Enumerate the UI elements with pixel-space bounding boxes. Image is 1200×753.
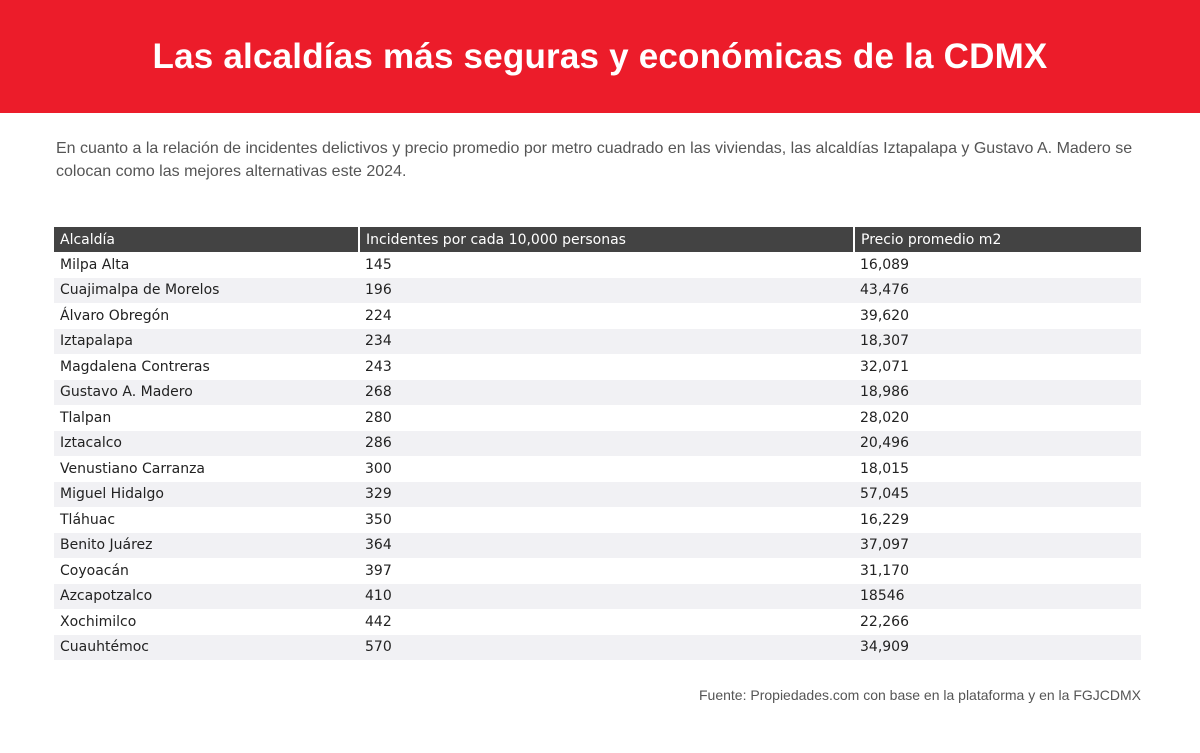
cell-precio: 43,476 [854, 278, 1141, 304]
cell-precio: 16,229 [854, 507, 1141, 533]
cell-incidentes: 280 [359, 405, 854, 431]
source-note: Fuente: Propiedades.com con base en la plataforma y en la FGJCDMX [699, 687, 1141, 703]
cell-incidentes: 364 [359, 533, 854, 559]
cell-alcaldia: Azcapotzalco [54, 584, 359, 610]
table-row [54, 482, 1141, 508]
intro-text: En cuanto a la relación de incidentes delictivos y precio promedio por metro cuadrado en las viviendas, las alcaldías Iztapalapa y Gustavo A. Madero se colocan como las mejores alternativas este 2024. [56, 140, 1133, 180]
cell-incidentes: 145 [359, 252, 854, 278]
cell-alcaldia: Iztapalapa [54, 329, 359, 355]
cell-precio: 22,266 [854, 609, 1141, 635]
title-banner [0, 0, 1200, 113]
table-body [54, 252, 1141, 660]
cell-precio: 37,097 [854, 533, 1141, 559]
cell-precio: 34,909 [854, 635, 1141, 661]
cell-alcaldia: Tlalpan [54, 405, 359, 431]
cell-incidentes: 397 [359, 558, 854, 584]
table-row [54, 354, 1141, 380]
table-row [54, 278, 1141, 304]
cell-incidentes: 268 [359, 380, 854, 406]
cell-incidentes: 300 [359, 456, 854, 482]
cell-alcaldia: Coyoacán [54, 558, 359, 584]
cell-incidentes: 286 [359, 431, 854, 457]
table-row [54, 558, 1141, 584]
column-header-alcaldia: Alcaldía [54, 227, 359, 252]
page-title: Las alcaldías más seguras y económicas de la CDMX [152, 36, 1048, 76]
header-row [54, 227, 1141, 252]
table-row [54, 405, 1141, 431]
cell-incidentes: 350 [359, 507, 854, 533]
cell-alcaldia: Tláhuac [54, 507, 359, 533]
cell-incidentes: 243 [359, 354, 854, 380]
table-row [54, 380, 1141, 406]
table-row [54, 456, 1141, 482]
table-row [54, 507, 1141, 533]
cell-precio: 18546 [854, 584, 1141, 610]
cell-alcaldia: Magdalena Contreras [54, 354, 359, 380]
cell-alcaldia: Miguel Hidalgo [54, 482, 359, 508]
table-row [54, 431, 1141, 457]
cell-incidentes: 224 [359, 303, 854, 329]
table-row [54, 252, 1141, 278]
table-row [54, 584, 1141, 610]
table-row [54, 533, 1141, 559]
cell-alcaldia: Cuajimalpa de Morelos [54, 278, 359, 304]
table-header [54, 227, 1141, 252]
cell-incidentes: 196 [359, 278, 854, 304]
cell-incidentes: 329 [359, 482, 854, 508]
cell-alcaldia: Álvaro Obregón [54, 303, 359, 329]
cell-incidentes: 442 [359, 609, 854, 635]
cell-alcaldia: Iztacalco [54, 431, 359, 457]
cell-precio: 57,045 [854, 482, 1141, 508]
cell-precio: 32,071 [854, 354, 1141, 380]
cell-precio: 16,089 [854, 252, 1141, 278]
column-header-incidentes: Incidentes por cada 10,000 personas [359, 227, 854, 252]
cell-alcaldia: Milpa Alta [54, 252, 359, 278]
cell-incidentes: 234 [359, 329, 854, 355]
cell-incidentes: 570 [359, 635, 854, 661]
cell-alcaldia: Gustavo A. Madero [54, 380, 359, 406]
cell-precio: 31,170 [854, 558, 1141, 584]
cell-precio: 18,015 [854, 456, 1141, 482]
table-row [54, 303, 1141, 329]
cell-incidentes: 410 [359, 584, 854, 610]
column-header-precio: Precio promedio m2 [854, 227, 1141, 252]
cell-alcaldia: Benito Juárez [54, 533, 359, 559]
cell-alcaldia: Xochimilco [54, 609, 359, 635]
table-row [54, 635, 1141, 661]
cell-precio: 28,020 [854, 405, 1141, 431]
cell-precio: 20,496 [854, 431, 1141, 457]
data-table [54, 227, 1141, 660]
cell-alcaldia: Cuauhtémoc [54, 635, 359, 661]
table-row [54, 329, 1141, 355]
table-row [54, 609, 1141, 635]
cell-precio: 18,986 [854, 380, 1141, 406]
cell-precio: 39,620 [854, 303, 1141, 329]
cell-precio: 18,307 [854, 329, 1141, 355]
cell-alcaldia: Venustiano Carranza [54, 456, 359, 482]
